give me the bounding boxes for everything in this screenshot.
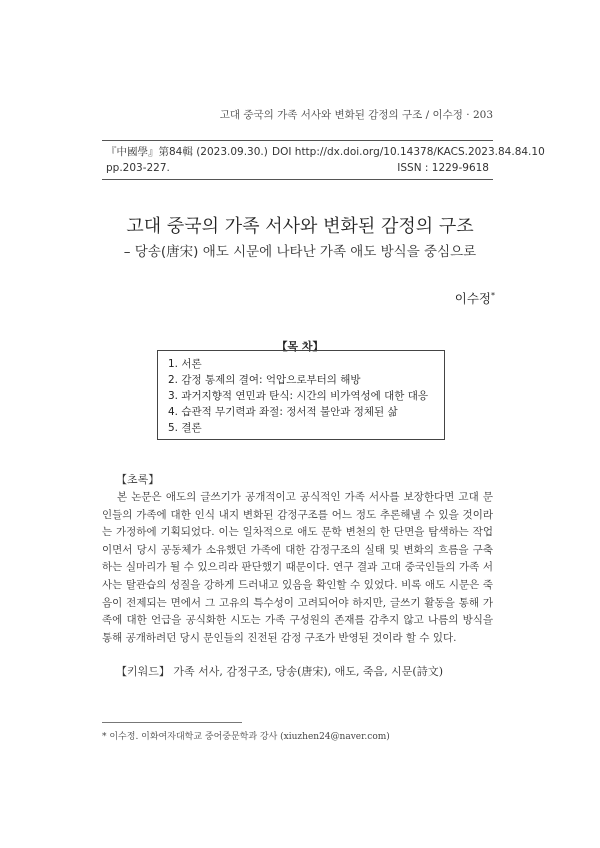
toc-item[interactable]: 1. 서론 <box>168 358 202 370</box>
doi-link[interactable]: DOI http://dx.doi.org/10.14378/KACS.2023.84.84.10 <box>272 146 545 158</box>
author-name <box>455 289 495 307</box>
toc-item[interactable]: 2. 감정 통제의 결여: 억압으로부터의 해방 <box>168 374 361 386</box>
toc-item[interactable]: 4. 습관적 무기력과 좌절: 정서적 불안과 정체된 삶 <box>168 406 398 418</box>
footnote-divider <box>102 722 242 723</box>
author-footnote-mark[interactable]: * <box>491 290 495 300</box>
page-range: pp.203-227. <box>106 162 170 174</box>
journal-issue: 『中國學』第84輯 (2023.09.30.) <box>106 146 268 158</box>
keywords: 【키워드】 가족 서사, 감정구조, 당송(唐宋), 애도, 죽음, 시문(詩文) <box>116 665 444 678</box>
publication-info-row-2 <box>106 160 489 176</box>
paper-subtitle: – 당송(唐宋) 애도 시문에 나타난 가족 애도 방식을 중심으로 <box>123 244 477 260</box>
publication-info-row-1 <box>106 144 545 160</box>
abstract-label: 【초록】 <box>116 473 160 486</box>
running-header: 고대 중국의 가족 서사와 변화된 감정의 구조 / 이수정 · 203 <box>219 109 493 121</box>
author-name-text: 이수정 <box>454 291 491 306</box>
toc-item[interactable]: 5. 결론 <box>168 422 202 434</box>
footnote: * 이수정. 이화여자대학교 중어중문학과 강사 (xiuzhen24@naver.com) <box>102 732 390 742</box>
toc-heading: 【목 차】 <box>276 340 324 353</box>
table-of-contents <box>157 350 445 440</box>
issn: ISSN : 1229-9618 <box>397 162 489 174</box>
toc-item[interactable]: 3. 과거지향적 연민과 탄식: 시간의 비가역성에 대한 대응 <box>168 390 429 402</box>
abstract-text: 본 논문은 애도의 글쓰기가 공개적이고 공식적인 가족 서사를 보장한다면 고대 문인들의 가족에 대한 인식 내지 변화된 감정구조를 어느 정도 추론해낼 수 있을 것이라는 가정하에 기획되었다. 이는 일차적으로 애도 문학 변천의 한 단면을 탐색하는 작업이면서 당시 공동체가 소유했던 가족에 대한 감정구조의 실태 및 변화의 흐름을 구축하는 실마리가 될 수 있으리라 판단했기 때문이다. 연구 결과 고대 중국인들의 가족 서사는 탈관습의 성질을 강하게 드러내고 있음을 확인할 수 있었다. 비록 애도 시문은 죽음이 전제되는 면에서 그 고유의 특수성이 고려되어야 하지만, 글쓰기 활동을 통해 가족에 대한 언급을 공식화한 시도는 가족 구성원의 존재를 감추지 않고 나름의 방식을 통해 공개하려던 당시 문인들의 진전된 감정 구조가 반영된 것이라 할 수 있다. <box>102 491 493 644</box>
paper-title: 고대 중국의 가족 서사와 변화된 감정의 구조 <box>126 216 474 237</box>
publication-info-box <box>102 140 545 180</box>
